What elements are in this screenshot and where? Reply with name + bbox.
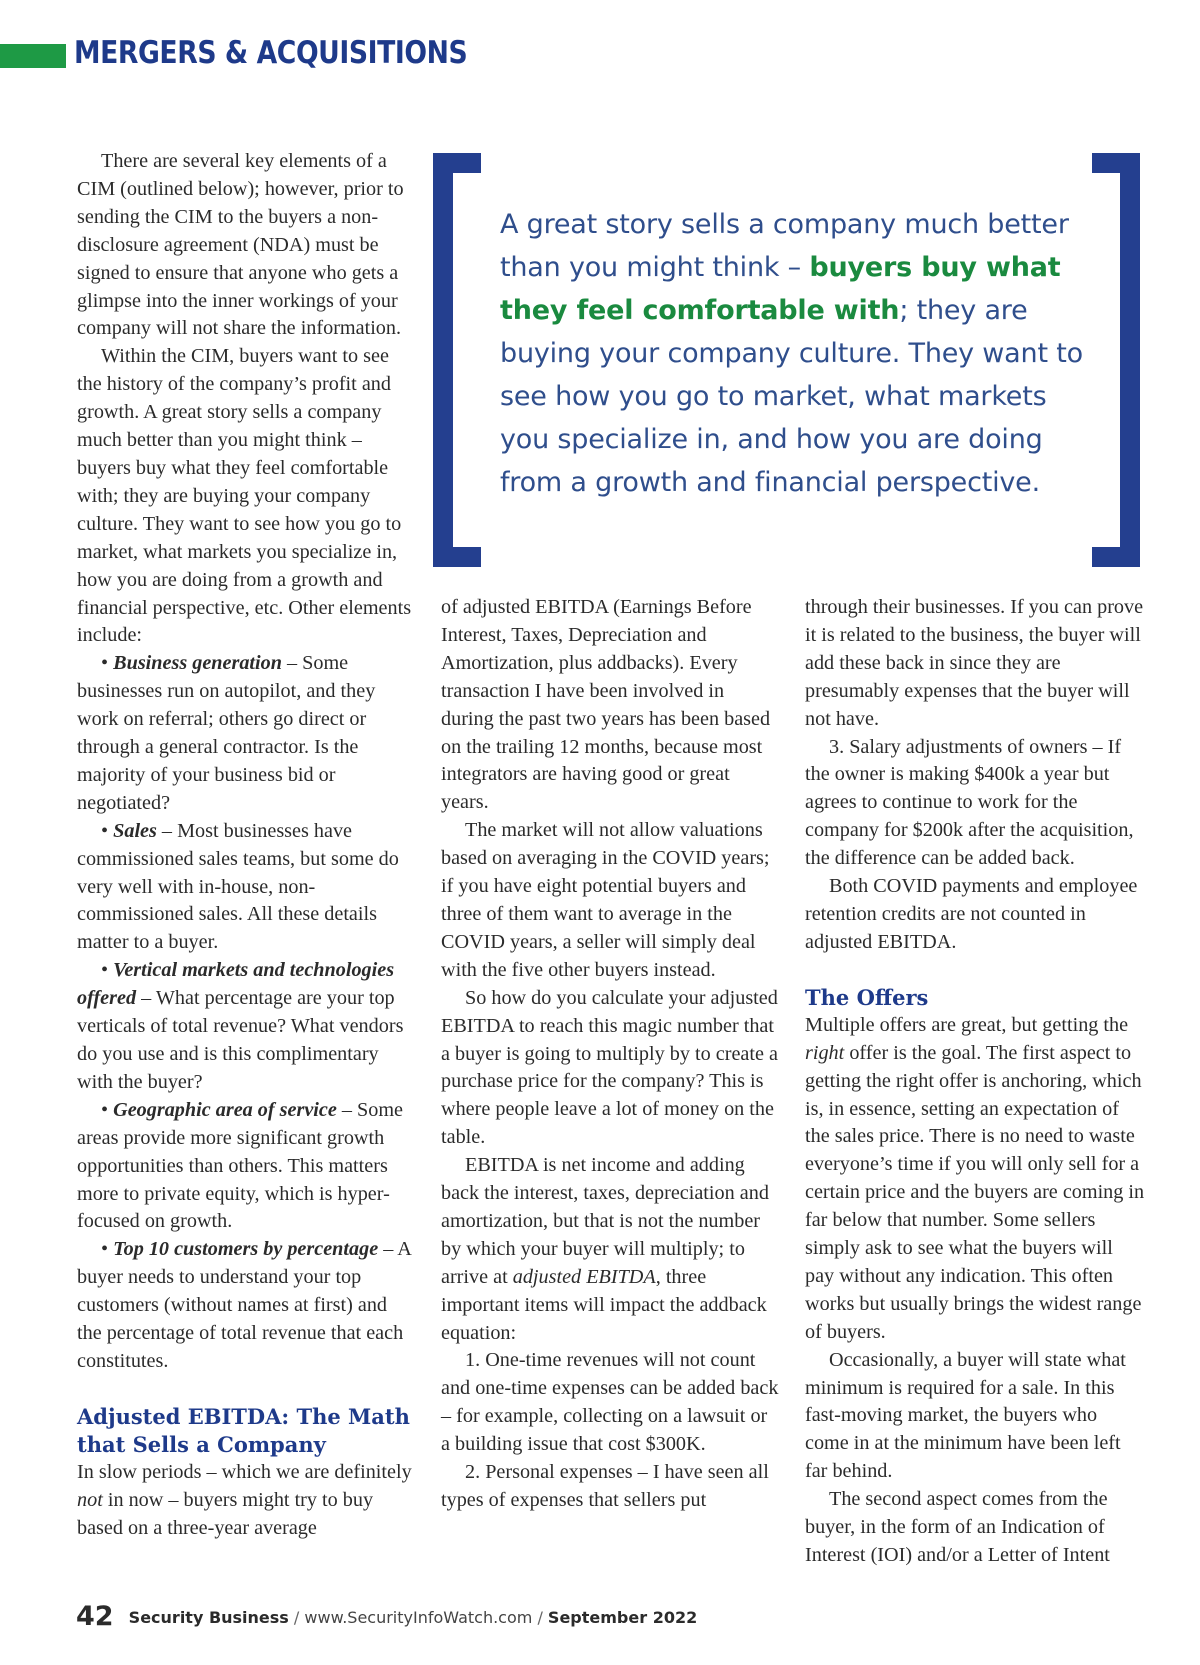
bullet-term: Geographic area of service [113,1098,337,1121]
paragraph: through their businesses. If you can prove it is related to the business, the buyer will add these back in since they are presumably expenses that the buyer will not have. [805,596,1144,730]
pull-quote-highlight: buyers buy what they feel comfortable with [500,252,1061,326]
bullet-item: • Vertical markets and technologies offered – What percentage are your top verticals of total revenue? What vendors do you use and is this complimentary with the buyer? [77,959,404,1093]
bullet-term: Top 10 customers by percentage [113,1238,379,1261]
numbered-item: 1. One-time revenues will not count and one-time expenses can be added back – for example, collecting on a lawsuit or a building issue that cost $300K. [441,1349,779,1456]
article-column-3 [805,594,1145,1570]
paragraph [77,1459,412,1543]
numbered-item: 2. Personal expenses – I have seen all types of expenses that sellers put [441,1461,769,1511]
text-run: EBITDA is net income and adding back the interest, taxes, depreciation and amortization, but that is not the number by which your buyer will multiply; to arrive at [441,1154,769,1288]
publication-url[interactable]: www.SecurityInfoWatch.com [304,1608,533,1627]
bullet-item: • Business generation – Some businesses run on autopilot, and they work on referral; others go direct or through a general contractor. Is the majority of your business bid or negotiated? [77,652,376,814]
paragraph [441,1152,781,1347]
text-run: In slow periods – which we are definitely [77,1460,412,1483]
issue-date: September 2022 [547,1608,698,1627]
article-column-1 [77,148,412,1543]
paragraph: There are several key elements of a CIM (outlined below); however, prior to sending the CIM to the buyers a non-disclosure agreement (NDA) must be signed to ensure that anyone who gets a glimpse into the inner workings of your company will not share the information. [77,150,404,340]
pull-quote-text: ; they are buying your company culture. They want to see how you go to market, what markets you specialize in, and how you are doing from a growth and financial perspective. [500,295,1083,498]
text-run: offer is the goal. The first aspect to getting the right offer is anchoring, which is, in essence, setting an expectation of the sales price. There is no need to waste everyone’s time if you will only sell for a certain price and the buyers are coming in far below that number. Some sellers simply ask to see what the buyers will pay without any indication. This often works but usually brings the widest range of buyers. [805,1041,1145,1343]
subheading-the-offers: The Offers [805,984,929,1010]
text-run: in now – buyers might try to buy based on a three-year average [77,1488,374,1539]
page-footer [76,1601,697,1632]
paragraph: The second aspect comes from the buyer, in the form of an Indication of Interest (IOI) and/or a Letter of Intent [805,1488,1110,1566]
section-title: MERGERS & ACQUISITIONS [74,35,468,71]
bullet-text: – A buyer needs to understand your top customers (without names at first) and the percentage of total revenue that each constitutes. [77,1238,411,1372]
article-column-2 [441,594,781,1515]
bullet-item: • Top 10 customers by percentage – A buyer needs to understand your top customers (without names at first) and the percentage of total revenue that each constitutes. [77,1238,411,1372]
bullet-text: – Some areas provide more significant growth opportunities than others. This matters more to private equity, which is hyper-focused on growth. [77,1098,403,1233]
subheading-adjusted-ebitda: Adjusted EBITDA: The Math that Sells a Company [77,1403,410,1457]
pull-quote-right-bracket [1092,153,1140,567]
footer-separator: / [537,1608,543,1627]
page-number: 42 [76,1601,114,1632]
pull-quote-text: A great story sells a company much better than you might think – [500,209,1069,283]
paragraph [805,1012,1145,1347]
paragraph: Both COVID payments and employee retention credits are not counted in adjusted EBITDA. [805,875,1138,953]
pull-quote [500,203,1090,504]
publication-name: Security Business [128,1608,289,1627]
numbered-item: 3. Salary adjustments of owners – If the owner is making $400k a year but agrees to continue to work for the company for $200k after the acquisition, the difference can be added back. [805,735,1134,870]
bullet-term: Vertical markets and technologies offered [77,959,395,1010]
bullet-item: • Sales – Most businesses have commissioned sales teams, but some do very well with in-house, non-commissioned sales. All these details matter to a buyer. [77,819,399,954]
bullet-item: • Geographic area of service – Some areas provide more significant growth opportunities than others. This matters more to private equity, which is hyper-focused on growth. [77,1098,403,1233]
pull-quote-left-bracket [433,153,481,567]
paragraph: of adjusted EBITDA (Earnings Before Interest, Taxes, Depreciation and Amortization, plus addbacks). Every transaction I have been involved in during the past two years has been based on the trailing 12 months, because most integrators are having good or great years. [441,596,771,814]
bullet-term: Sales [113,819,157,842]
text-run: Multiple offers are great, but getting the [805,1013,1129,1036]
text-run: , three important items will impact the addback equation: [441,1265,767,1344]
emphasis: right [805,1041,845,1064]
emphasis: adjusted EBITDA [512,1265,656,1288]
section-accent-bar [0,44,66,68]
bullet-text: – Some businesses run on autopilot, and they work on referral; others go direct or through a general contractor. Is the majority of your business bid or negotiated? [77,652,376,814]
bullet-text: – What percentage are your top verticals of total revenue? What vendors do you use and is this complimentary with the buyer? [77,987,404,1093]
emphasis: not [77,1488,103,1511]
paragraph: The market will not allow valuations based on averaging in the COVID years; if you have eight potential buyers and three of them want to average in the COVID years, a seller will simply deal with the five other buyers instead. [441,819,770,981]
paragraph: Within the CIM, buyers want to see the history of the company’s profit and growth. A great story sells a company much better than you might think – buyers buy what they feel comfortable with; they are buying your company culture. They want to see how you go to market, what markets you specialize in, how you are doing from a growth and financial perspective, etc. Other elements include: [77,345,412,647]
footer-separator: / [293,1608,300,1627]
paragraph: Occasionally, a buyer will state what minimum is required for a sale. In this fast-moving market, the buyers who come in at the minimum have been left far behind. [805,1348,1126,1483]
paragraph: So how do you calculate your adjusted EBITDA to reach this magic number that a buyer is going to multiply by to create a purchase price for the company? This is where people leave a lot of money on the table. [441,986,778,1149]
bullet-text: – Most businesses have commissioned sales teams, but some do very well with in-house, non-commissioned sales. All these details matter to a buyer. [77,819,399,954]
bullet-term: Business generation [113,652,282,675]
